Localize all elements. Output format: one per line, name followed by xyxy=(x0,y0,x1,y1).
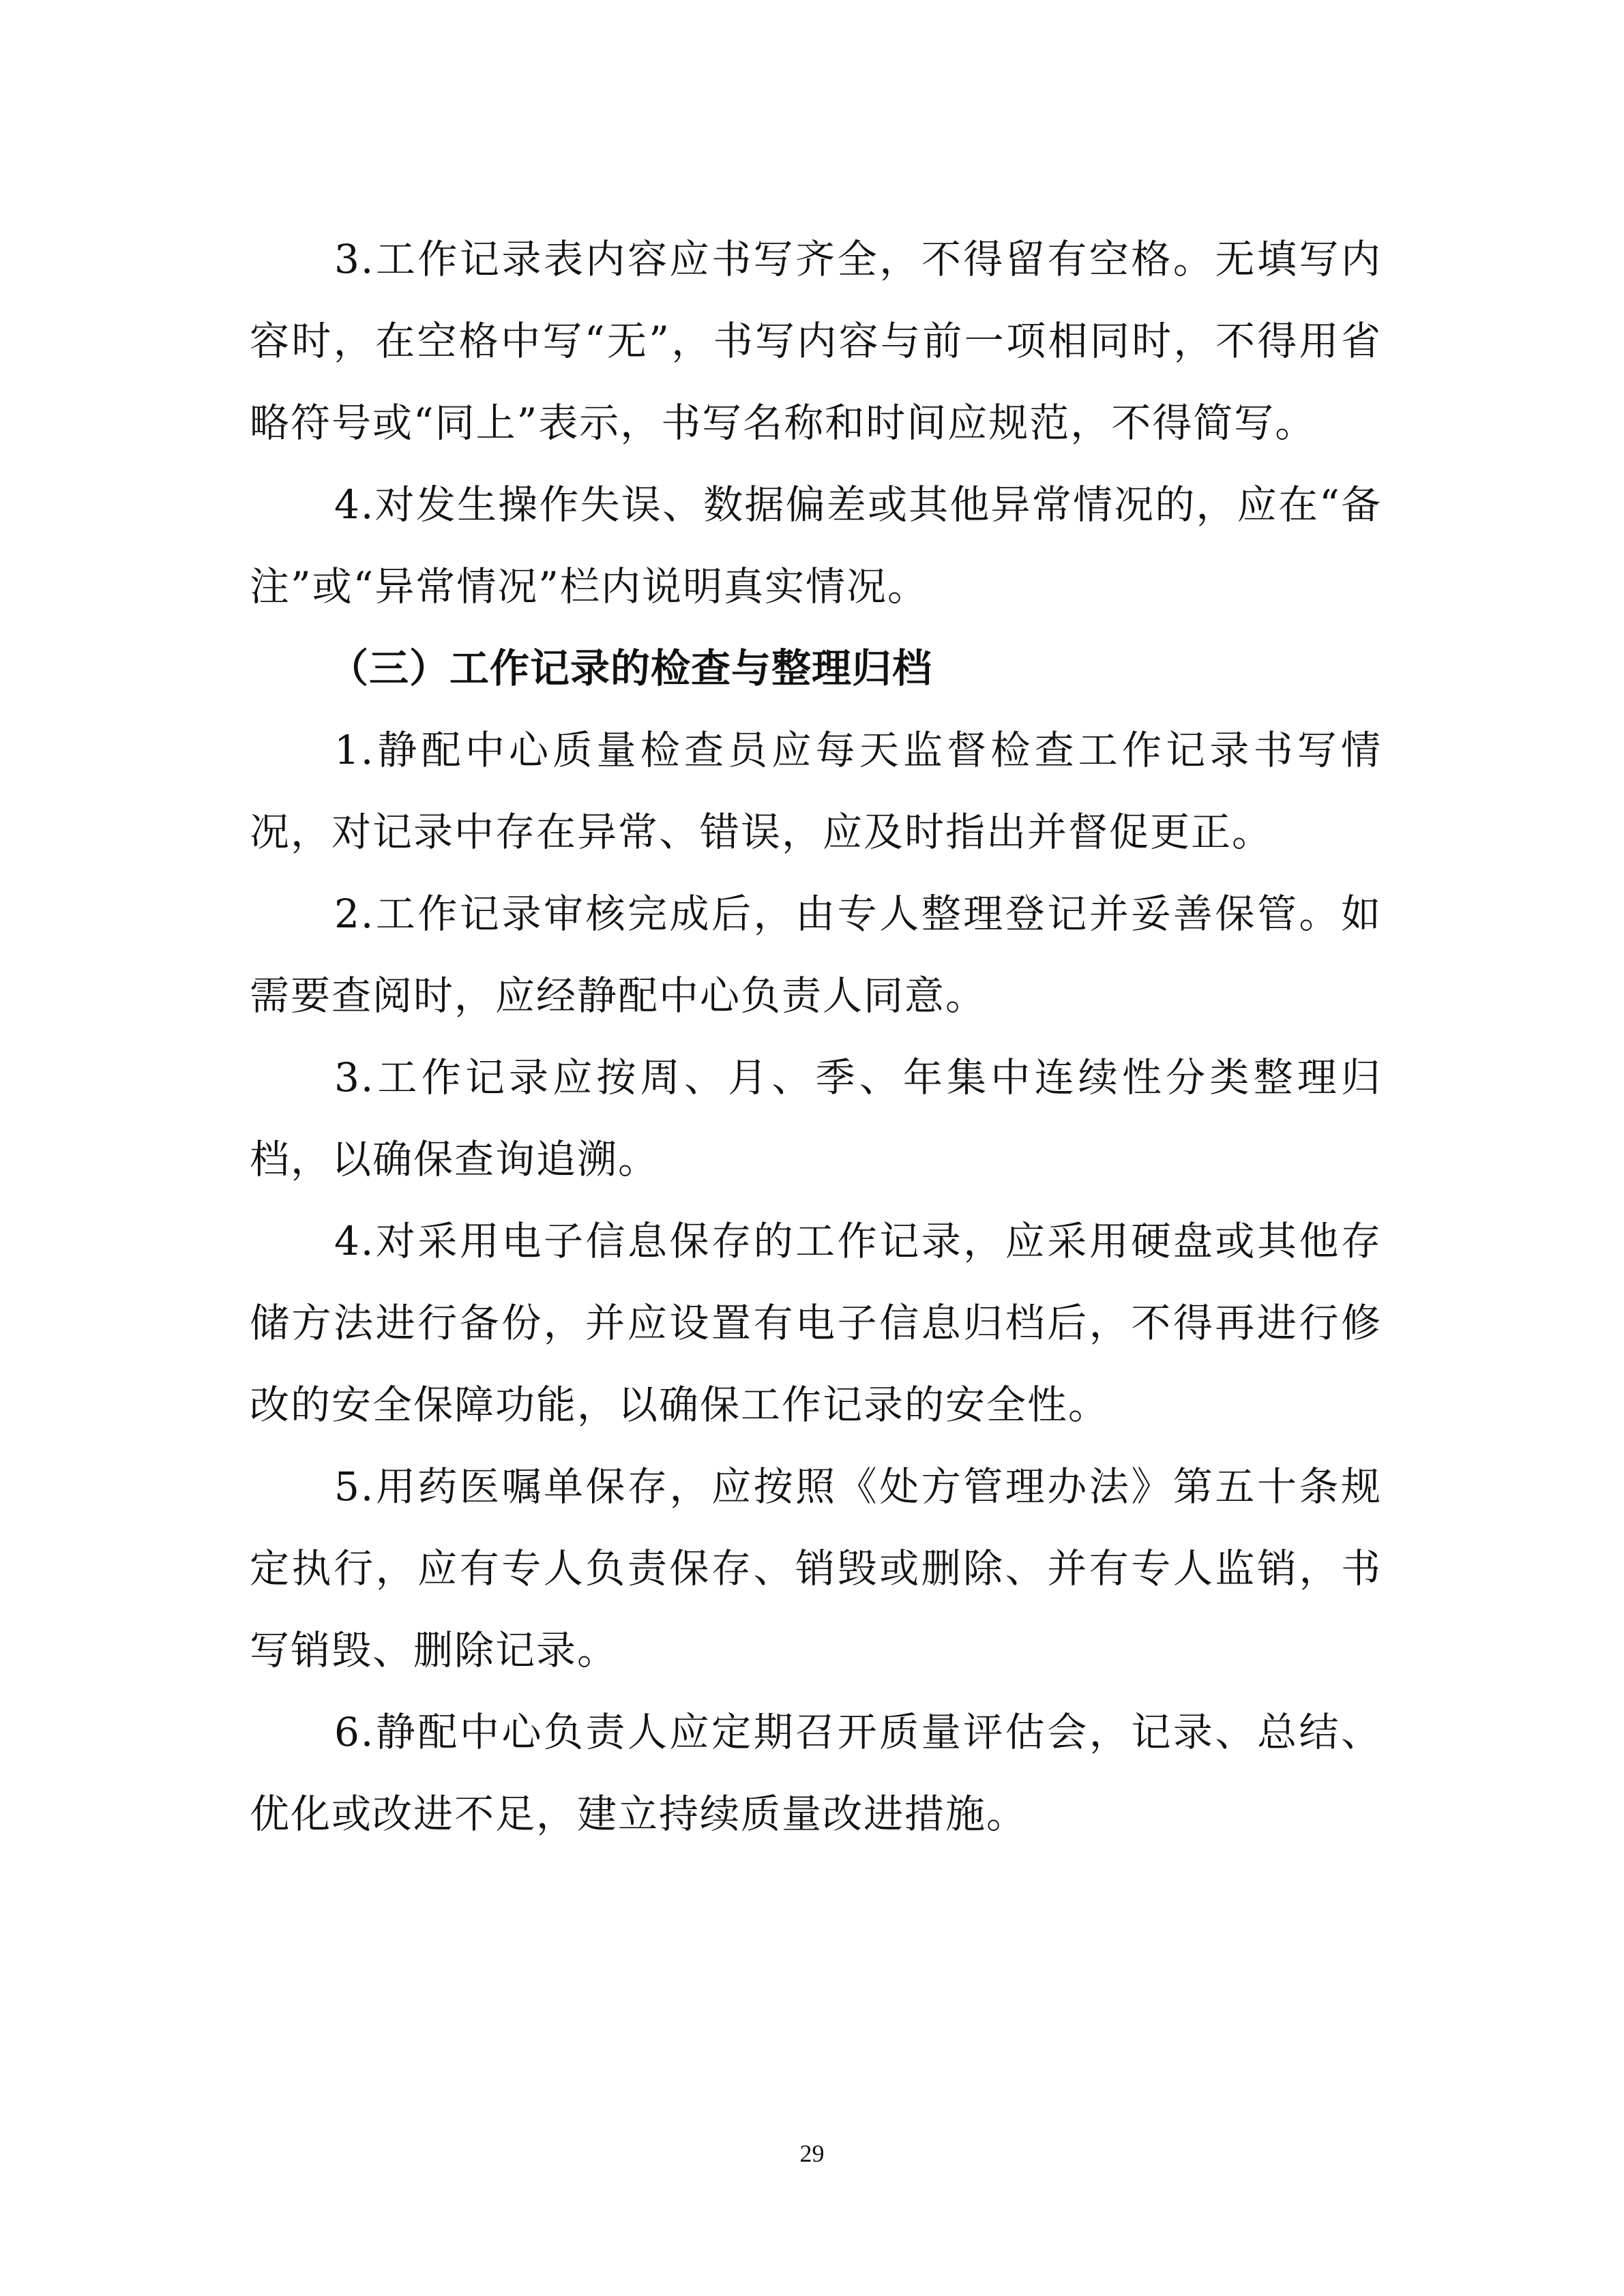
paragraph-electronic-backup: 4.对采用电子信息保存的工作记录，应采用硬盘或其他存储方法进行备份，并应设置有电子信息归档后，不得再进行修改的安全保障功能，以确保工作记录的安全性。 xyxy=(250,1218,1382,1428)
paragraph-order-retention: 5.用药医嘱单保存，应按照《处方管理办法》第五十条规定执行，应有专人负责保存、销毁或删除、并有专人监销，书写销毁、删除记录。 xyxy=(250,1463,1382,1673)
paragraph-archiving: 3.工作记录应按周、月、季、年集中连续性分类整理归档，以确保查询追溯。 xyxy=(250,1054,1382,1182)
paragraph-abnormal-notes: 4.对发生操作失误、数据偏差或其他异常情况的，应在“备注”或“异常情况”栏内说明真实情况。 xyxy=(250,481,1382,610)
page-number: 29 xyxy=(799,2140,825,2167)
section-heading: （三）工作记录的检查与整理归档 xyxy=(329,645,933,691)
document-body xyxy=(250,218,1382,1855)
paragraph-record-custody: 2.工作记录审核完成后，由专人整理登记并妥善保管。如需要查阅时，应经静配中心负责人同意。 xyxy=(250,891,1382,1019)
paragraph-daily-inspection: 1.静配中心质量检查员应每天监督检查工作记录书写情况，对记录中存在异常、错误，应及时指出并督促更正。 xyxy=(250,727,1382,855)
paragraph-quality-review: 6.静配中心负责人应定期召开质量评估会，记录、总结、优化或改进不足，建立持续质量改进措施。 xyxy=(250,1709,1382,1837)
paragraph-record-completeness: 3.工作记录表内容应书写齐全，不得留有空格。无填写内容时，在空格中写“无”，书写内容与前一项相同时，不得用省略符号或“同上”表示，书写名称和时间应规范，不得简写。 xyxy=(250,236,1382,446)
